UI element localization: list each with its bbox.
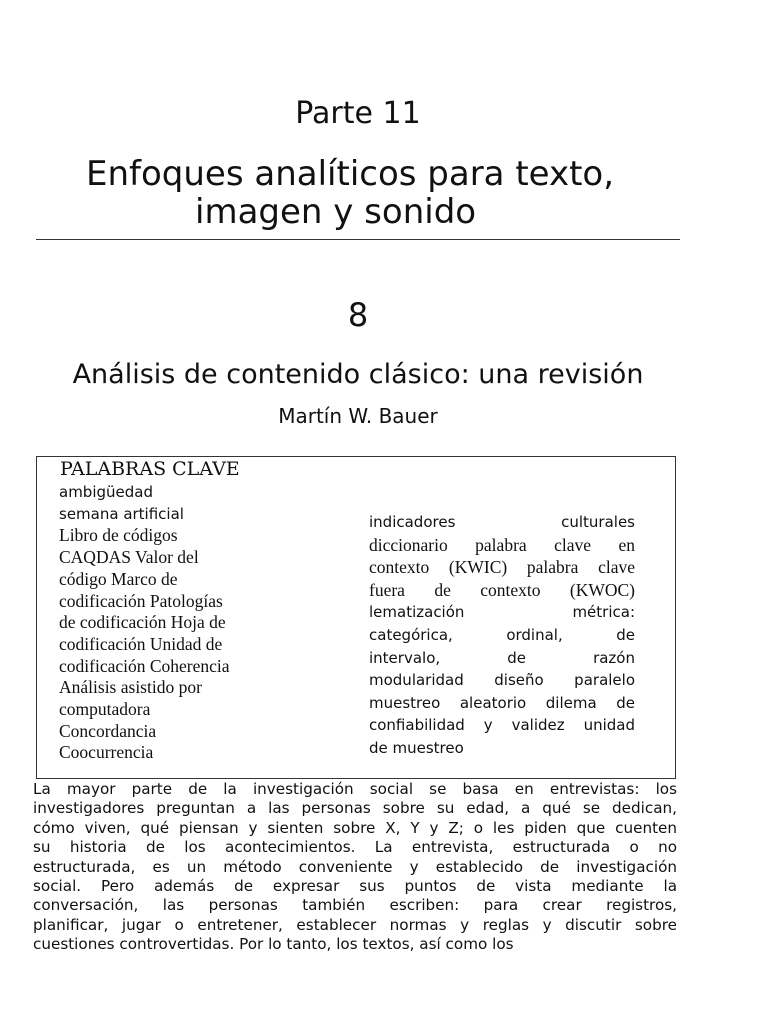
part-title-line-2: imagen y sonido [195, 192, 477, 232]
keyword-line: fuera de contexto (KWOC) [369, 579, 635, 600]
keyword-line: semana artificial [59, 504, 184, 523]
keyword-line: diccionario palabra clave en [369, 534, 635, 555]
paragraph-line: planificar, jugar o entretener, establecer normas y reglas y discutir sobre [33, 915, 677, 934]
paragraph-line: su historia de los acontecimientos. La entrevista, estructurada o no [33, 838, 677, 857]
part-label: Parte 11 [295, 96, 421, 131]
paragraph-line: social. Pero además de expresar sus puntos de vista mediante la [33, 877, 677, 896]
keyword-line: contexto (KWIC) palabra clave [369, 557, 635, 578]
keyword-line: codificación Unidad de [59, 633, 223, 654]
keyword-line: CAQDAS Valor del [59, 547, 199, 568]
chapter-number: 8 [347, 296, 369, 334]
keyword-line: lematización métrica: [369, 603, 635, 622]
keyword-line: Análisis asistido por [59, 677, 202, 698]
body-paragraph [33, 780, 677, 955]
keyword-line: de muestreo [369, 738, 464, 757]
chapter-title: Análisis de contenido clásico: una revisión [72, 359, 644, 390]
paragraph-line: La mayor parte de la investigación social se basa en entrevistas: los [33, 780, 677, 798]
keyword-line: Libro de códigos [59, 525, 178, 546]
keyword-line: Coocurrencia [59, 742, 154, 763]
keywords-heading: PALABRAS CLAVE [60, 458, 240, 480]
keyword-line: indicadores culturales [369, 513, 635, 531]
keyword-line: modularidad diseño paralelo [369, 671, 635, 690]
keyword-line: ambigüedad [59, 483, 153, 501]
keywords-left-column [59, 482, 309, 764]
paragraph-line: estructurada, es un método conveniente y establecido de investigación [33, 857, 677, 876]
paragraph-line: cuestiones controvertidas. Por lo tanto, los textos, así como los [33, 935, 514, 954]
paragraph-line: conversación, las personas también escriben: para crear registros, [33, 896, 677, 915]
part-title-line-1: Enfoques analíticos para texto, [86, 154, 615, 194]
part-title [86, 155, 726, 231]
paragraph-line: investigadores preguntan a las personas sobre su edad, a qué se dedican, [33, 799, 677, 818]
keyword-line: código Marco de [59, 568, 178, 589]
keyword-line: muestreo aleatorio dilema de [369, 693, 635, 712]
keyword-line: confiabilidad y validez unidad [369, 716, 635, 735]
keyword-line: computadora [59, 699, 151, 720]
keyword-line: codificación Coherencia [59, 655, 230, 676]
paragraph-line: cómo viven, qué piensan y sienten sobre X, Y y Z; o les piden que cuenten [33, 818, 677, 837]
keyword-line: categórica, ordinal, de [369, 625, 635, 644]
keyword-line: intervalo, de razón [369, 648, 635, 667]
keyword-line: Concordancia [59, 720, 157, 741]
keyword-line: de codificación Hoja de [59, 612, 226, 633]
chapter-author: Martín W. Bauer [278, 404, 438, 428]
keyword-line: codificación Patologías [59, 590, 223, 611]
keywords-right-column [369, 511, 635, 760]
title-divider [36, 239, 680, 240]
